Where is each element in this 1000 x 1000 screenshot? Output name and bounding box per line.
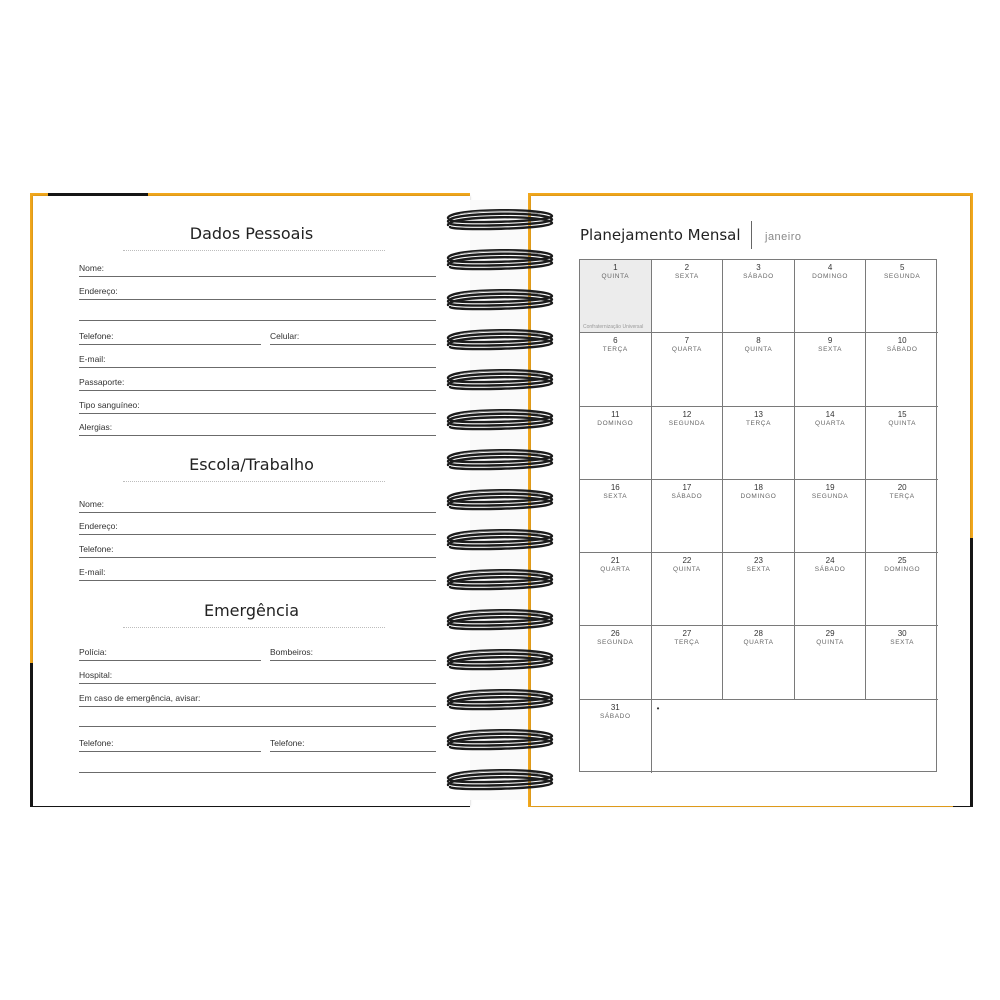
calendar-day-cell[interactable] <box>866 626 938 699</box>
day-number: 7 <box>684 336 690 346</box>
name-field[interactable] <box>79 260 436 277</box>
field-label: Telefone: <box>79 331 114 341</box>
calendar-day-cell[interactable] <box>866 333 938 406</box>
emergency-blank-line[interactable] <box>79 772 436 773</box>
address-field[interactable] <box>79 283 436 300</box>
field-label: Polícia: <box>79 647 107 657</box>
left-page <box>33 196 470 806</box>
calendar-day-cell[interactable] <box>652 407 724 480</box>
field-label: Alergias: <box>79 422 113 432</box>
monthly-calendar-grid <box>579 259 937 772</box>
day-number: 31 <box>610 702 620 712</box>
calendar-day-cell[interactable] <box>795 553 867 626</box>
day-number: 10 <box>897 336 907 346</box>
calendar-day-cell[interactable] <box>580 260 652 333</box>
calendar-day-cell[interactable] <box>652 626 724 699</box>
holiday-note: Confraternização Universal <box>583 324 644 331</box>
hospital-field[interactable] <box>79 667 436 684</box>
day-of-week: QUARTA <box>815 419 846 427</box>
field-label: E-mail: <box>79 354 106 364</box>
field-label: Em caso de emergência, avisar: <box>79 693 201 703</box>
mobile-field[interactable] <box>270 328 436 345</box>
month-label: janeiro <box>765 231 802 243</box>
field-label: Telefone: <box>79 544 114 554</box>
field-label: Telefone: <box>270 738 305 748</box>
day-number: 26 <box>610 629 620 639</box>
work-phone-field[interactable] <box>79 541 436 558</box>
field-label: Tipo sanguíneo: <box>79 400 140 410</box>
notes-bullet: • <box>656 703 660 713</box>
work-name-field[interactable] <box>79 496 436 513</box>
calendar-day-cell[interactable] <box>795 480 867 553</box>
calendar-day-cell[interactable] <box>580 333 652 406</box>
day-of-week: QUINTA <box>888 419 917 427</box>
day-number: 15 <box>897 409 907 419</box>
calendar-day-cell[interactable] <box>866 480 938 553</box>
calendar-day-cell[interactable] <box>723 333 795 406</box>
day-of-week: DOMINGO <box>812 273 849 280</box>
day-of-week: QUARTA <box>743 639 774 647</box>
month-notes-area[interactable] <box>652 700 938 773</box>
day-number: 18 <box>754 482 763 492</box>
day-number: 1 <box>613 263 618 272</box>
calendar-day-cell[interactable] <box>652 480 724 553</box>
email-field[interactable] <box>79 351 436 368</box>
day-number: 30 <box>897 629 907 639</box>
emergency-contact-line-2[interactable] <box>79 726 436 727</box>
calendar-day-cell[interactable] <box>723 480 795 553</box>
calendar-day-cell[interactable] <box>866 553 938 626</box>
day-number: 27 <box>682 629 692 639</box>
day-of-week: QUINTA <box>744 346 773 354</box>
day-of-week: DOMINGO <box>597 419 634 427</box>
day-number: 24 <box>825 556 835 566</box>
calendar-day-cell[interactable] <box>866 407 938 480</box>
day-of-week: SEXTA <box>818 346 843 354</box>
day-number: 8 <box>756 336 761 346</box>
calendar-day-cell[interactable] <box>866 260 938 333</box>
phone-field[interactable] <box>79 328 261 345</box>
field-label: Passaporte: <box>79 377 125 387</box>
right-page <box>531 196 970 806</box>
day-number: 29 <box>825 629 835 639</box>
day-of-week: QUINTA <box>673 566 701 574</box>
day-of-week: SEXTA <box>746 566 771 574</box>
dotted-divider <box>123 627 385 628</box>
day-number: 9 <box>827 336 833 346</box>
day-of-week: SÁBADO <box>814 566 846 574</box>
day-of-week: TERÇA <box>745 419 771 427</box>
day-number: 5 <box>899 263 905 272</box>
day-number: 21 <box>610 556 620 566</box>
day-of-week: QUINTA <box>816 639 844 647</box>
day-of-week: QUARTA <box>600 566 631 574</box>
work-address-field[interactable] <box>79 518 436 535</box>
day-number: 19 <box>825 482 835 492</box>
calendar-day-cell[interactable] <box>580 626 652 699</box>
day-number: 17 <box>682 482 692 492</box>
day-of-week: DOMINGO <box>884 566 921 574</box>
calendar-day-cell[interactable] <box>723 553 795 626</box>
calendar-day-cell[interactable] <box>795 260 867 333</box>
day-of-week: TERÇA <box>674 639 700 647</box>
calendar-day-cell[interactable] <box>580 480 652 553</box>
work-email-field[interactable] <box>79 564 436 581</box>
day-number: 22 <box>682 556 692 566</box>
dotted-divider <box>123 481 385 482</box>
field-label: Nome: <box>79 499 105 509</box>
day-number: 3 <box>756 263 761 272</box>
emergency-phone-field-1[interactable] <box>79 735 261 752</box>
day-number: 11 <box>611 409 620 419</box>
calendar-day-cell[interactable] <box>795 333 867 406</box>
day-number: 6 <box>613 336 618 346</box>
police-field[interactable] <box>79 644 261 661</box>
day-of-week: SÁBADO <box>599 712 631 720</box>
spiral-binding-icon <box>440 200 560 800</box>
calendar-day-cell[interactable] <box>723 626 795 699</box>
passport-field[interactable] <box>79 374 436 391</box>
calendar-day-cell[interactable] <box>652 553 724 626</box>
calendar-day-cell[interactable] <box>795 407 867 480</box>
day-of-week: SEXTA <box>674 273 699 280</box>
day-of-week: SEXTA <box>890 639 915 647</box>
field-label: Endereço: <box>79 521 118 531</box>
day-number: 23 <box>754 556 763 566</box>
day-of-week: SEXTA <box>603 492 628 500</box>
emergency-phone-field-2[interactable] <box>270 735 436 752</box>
day-of-week: SÁBADO <box>743 273 774 280</box>
section-title-personal: Dados Pessoais <box>189 224 314 243</box>
calendar-day-cell[interactable] <box>652 260 724 333</box>
day-of-week: SEGUNDA <box>668 419 706 427</box>
day-of-week: SÁBADO <box>886 346 918 354</box>
calendar-day-cell[interactable] <box>580 553 652 626</box>
field-label: Endereço: <box>79 286 118 296</box>
calendar-day-cell[interactable] <box>580 407 652 480</box>
address-field-line-2[interactable] <box>79 320 436 321</box>
day-number: 14 <box>825 409 835 419</box>
calendar-day-cell[interactable] <box>652 333 724 406</box>
firefighters-field[interactable] <box>270 644 436 661</box>
section-title-emergency: Emergência <box>203 601 300 620</box>
page-title: Planejamento Mensal <box>580 226 741 244</box>
day-of-week: QUARTA <box>671 346 702 354</box>
day-number: 2 <box>684 263 690 272</box>
day-number: 28 <box>754 629 763 639</box>
day-of-week: TERÇA <box>889 492 915 500</box>
dotted-divider <box>123 250 385 251</box>
day-number: 13 <box>754 409 763 419</box>
day-number: 25 <box>897 556 907 566</box>
day-of-week: SEGUNDA <box>884 273 921 280</box>
day-of-week: DOMINGO <box>740 492 777 500</box>
day-of-week: SEGUNDA <box>811 492 849 500</box>
calendar-day-cell[interactable] <box>723 260 795 333</box>
calendar-day-cell[interactable] <box>580 700 652 773</box>
day-of-week: TERÇA <box>602 346 628 354</box>
field-label: E-mail: <box>79 567 106 577</box>
day-number: 16 <box>610 482 620 492</box>
section-title-work: Escola/Trabalho <box>189 455 314 474</box>
day-of-week: QUINTA <box>601 273 630 280</box>
field-label: Telefone: <box>79 738 114 748</box>
blood-type-field[interactable] <box>79 397 436 414</box>
title-divider <box>751 221 752 249</box>
field-label: Hospital: <box>79 670 113 680</box>
day-number: 12 <box>682 409 692 419</box>
day-of-week: SÁBADO <box>671 492 703 500</box>
day-number: 20 <box>897 482 907 492</box>
day-number: 4 <box>827 263 833 272</box>
emergency-contact-field[interactable] <box>79 690 436 707</box>
calendar-day-cell[interactable] <box>795 626 867 699</box>
allergies-field[interactable] <box>79 419 436 436</box>
calendar-day-cell[interactable] <box>723 407 795 480</box>
field-label: Bombeiros: <box>270 647 313 657</box>
field-label: Nome: <box>79 263 105 273</box>
field-label: Celular: <box>270 331 300 341</box>
day-of-week: SEGUNDA <box>597 639 634 647</box>
